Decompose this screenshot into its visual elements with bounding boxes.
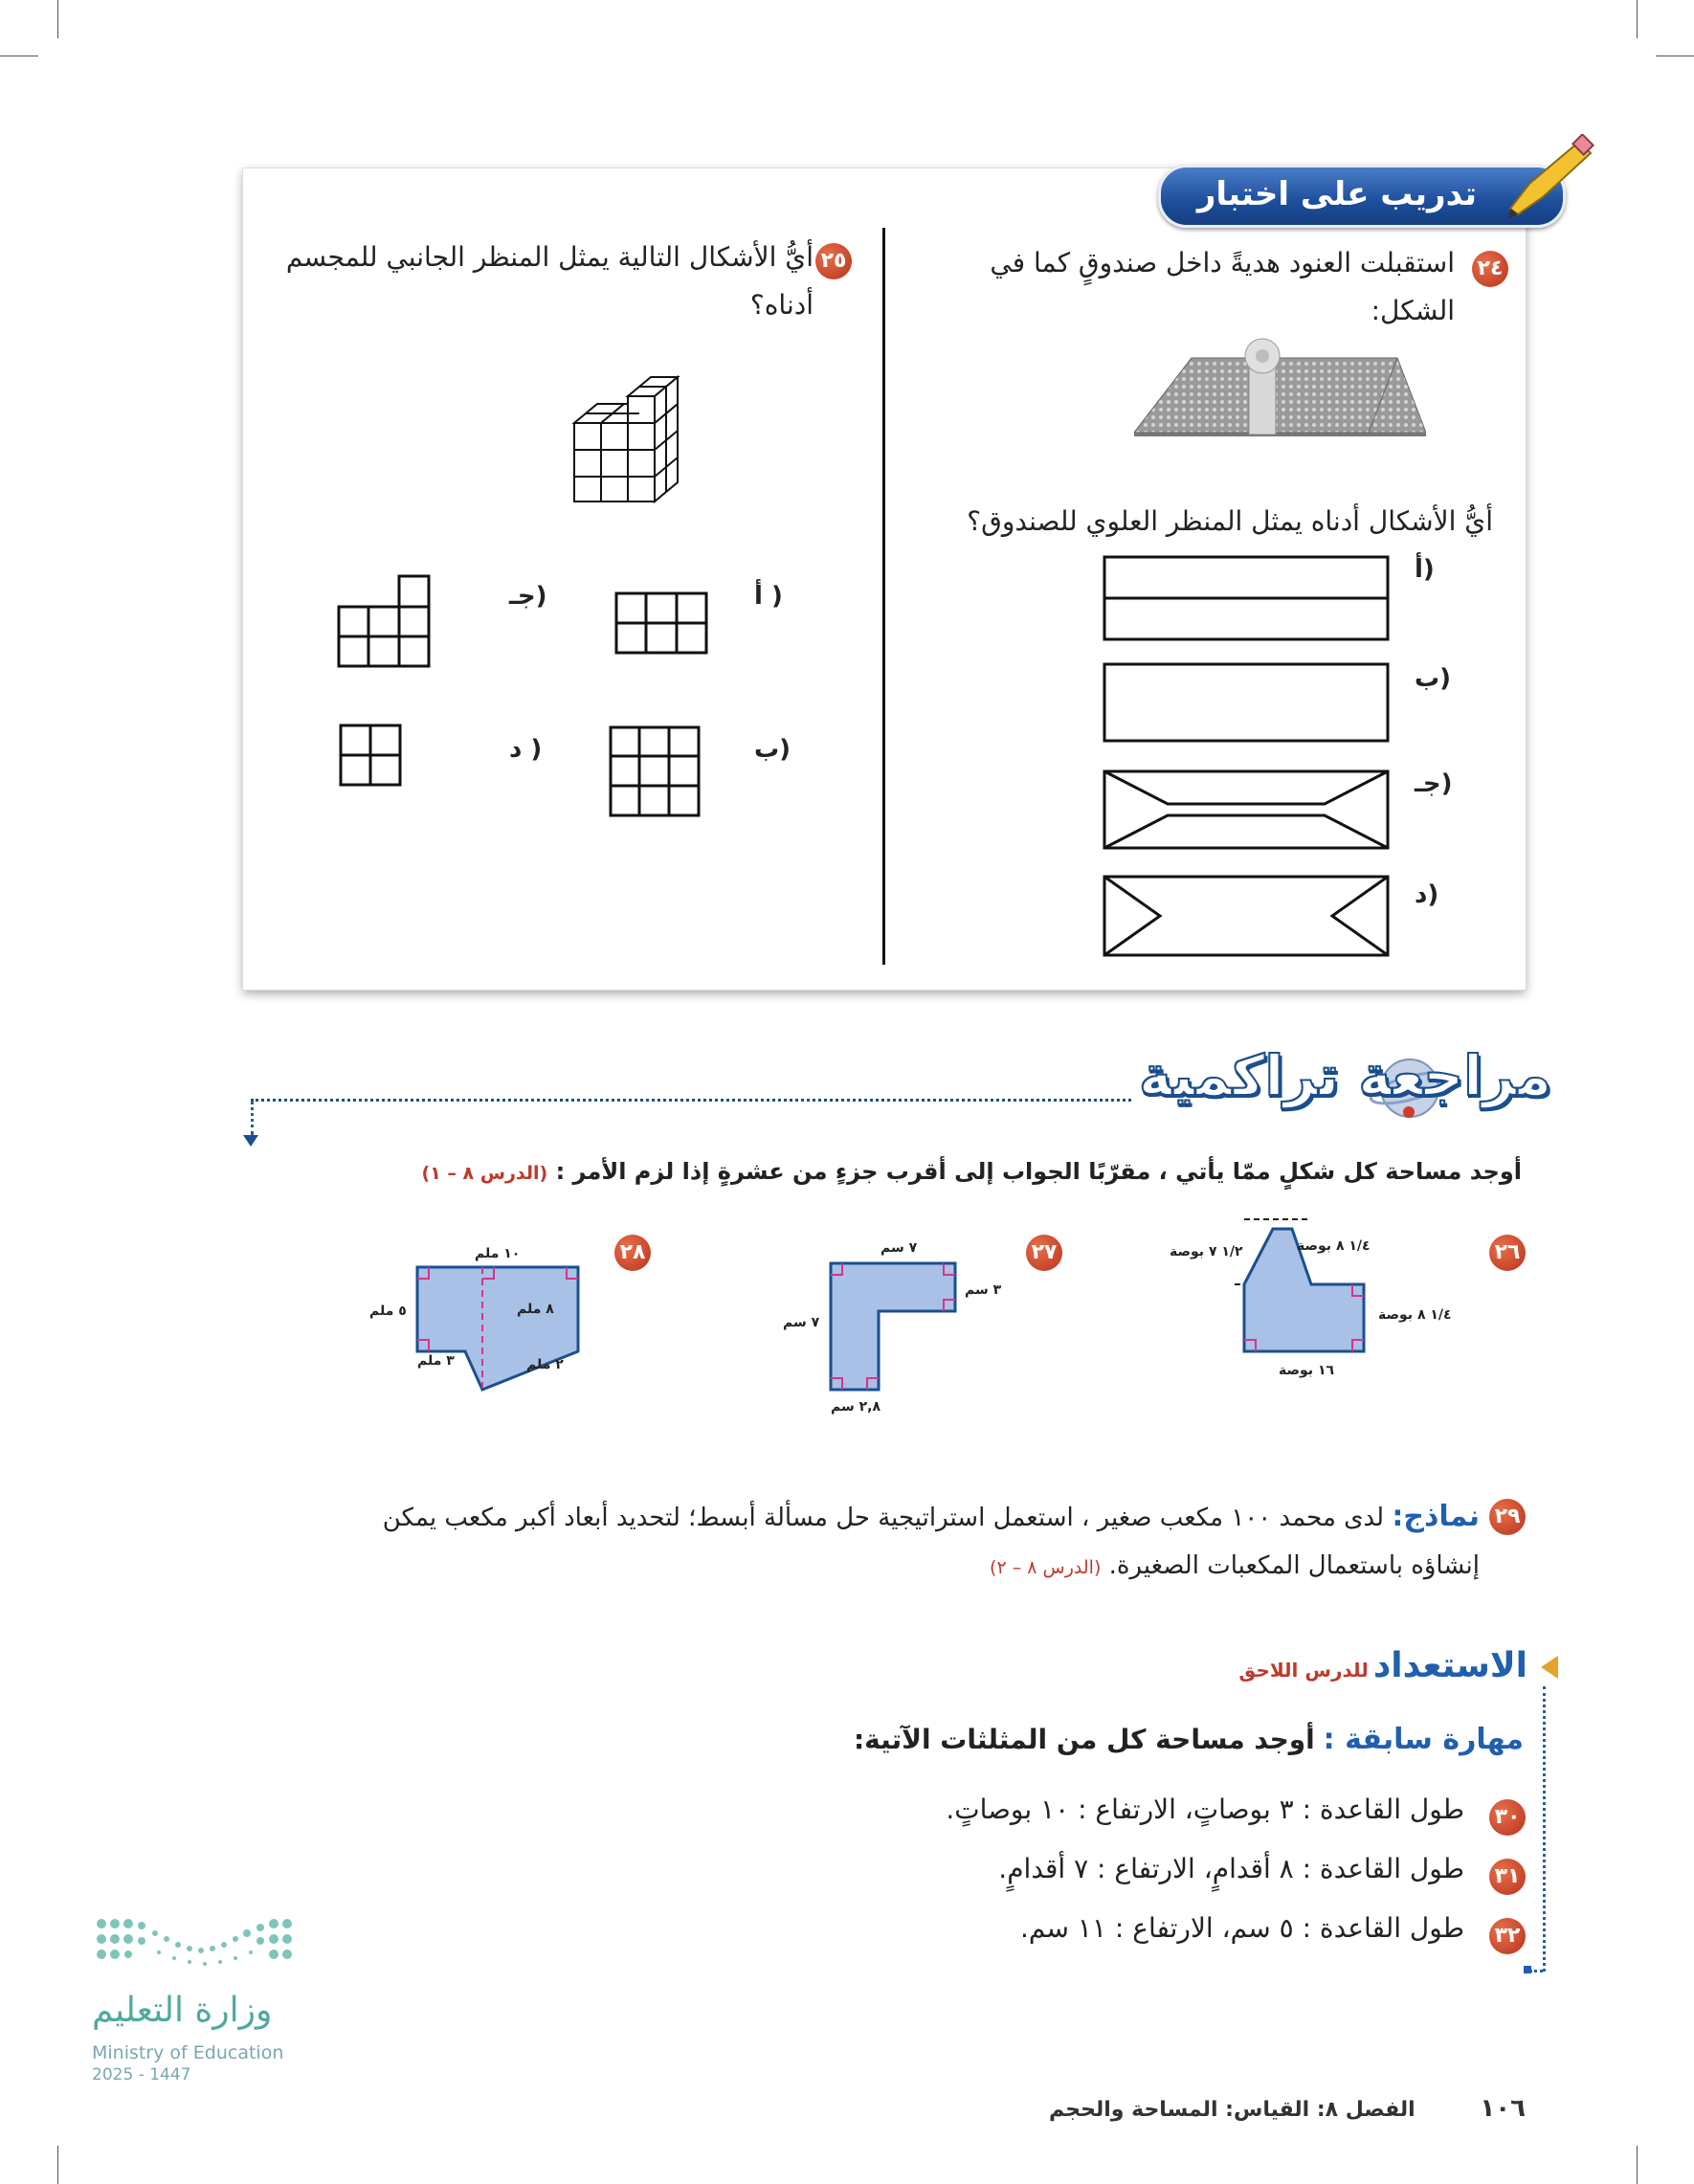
page-number: ١٠٦	[1480, 2094, 1526, 2123]
q29-text-line2	[216, 1542, 1480, 1592]
q24-option-c-shape	[1103, 769, 1390, 850]
fig27-label: ٢,٨ سم	[831, 1399, 881, 1415]
ministry-name-ar: وزارة التعليم	[92, 1991, 273, 2030]
question-number-badge: ٢٤	[1472, 251, 1508, 287]
q29-line2: إنشاؤه باستعمال المكعبات الصغيرة.	[1108, 1551, 1480, 1580]
q24-question: أيُّ الأشكال أدناه يمثل المنظر العلوي للصندوق؟	[967, 505, 1493, 537]
q29-line1: لدى محمد ١٠٠ مكعب صغير ، استعمل استراتيجية حل مسألة أبسط؛ لتحديد أبعاد أكبر مكعب يمكن	[382, 1504, 1385, 1532]
q25-option-label: أ )	[754, 582, 783, 611]
q25-option-a-shape	[614, 591, 708, 655]
fig28-label: ٣ ملم	[417, 1353, 455, 1369]
review-instruction-ref: (الدرس ٨ – ١)	[421, 1163, 548, 1184]
prep-dotted-line	[1529, 1970, 1543, 1972]
fig28-shape	[413, 1263, 582, 1397]
q24-option-label: ب)	[1415, 664, 1452, 693]
cube-solid-image	[572, 375, 702, 504]
review-instruction: أوجد مساحة كل شكلٍ ممّا يأتي ، مقرّبًا الجواب إلى أقرب جزءٍ من عشرةٍ إذا لزم الأمر :	[555, 1158, 1522, 1185]
prep-skill-label: مهارة سابقة :	[1323, 1723, 1524, 1756]
q24-text-line1: استقبلت العنود هديةً داخل صندوقٍ كما في	[990, 247, 1455, 279]
footer-row	[664, 2094, 1526, 2123]
prep-dotted-line	[1543, 1686, 1546, 1972]
q25-option-label: ب)	[754, 735, 791, 764]
q25-option-b-shape	[609, 725, 701, 817]
q29-text	[216, 1493, 1480, 1592]
crop-mark	[57, 2146, 58, 2184]
question-number-badge: ٢٨	[614, 1235, 651, 1271]
q24-option-b-shape	[1103, 662, 1390, 743]
q29-ref: (الدرس ٨ – ٢)	[990, 1557, 1102, 1578]
ministry-logo	[92, 1914, 302, 1981]
q25-text	[239, 234, 814, 329]
ministry-year: 2025 - 1447	[92, 2065, 191, 2084]
prep-skill-row	[662, 1723, 1524, 1756]
fig27-shape	[829, 1261, 957, 1392]
review-dotted-line	[251, 1099, 1131, 1102]
fig26-label: ١٦ بوصة	[1279, 1363, 1335, 1378]
q25-option-label: جـ)	[509, 582, 547, 611]
fig28-label: ٨ ملم	[517, 1302, 554, 1317]
prep-item-text: طول القاعدة : ٨ أقدامٍ، الارتفاع : ٧ أقدامٍ.	[998, 1853, 1464, 1884]
banner-title: تدريب على اختبار	[1196, 175, 1477, 213]
review-dotted-line	[251, 1101, 254, 1135]
ministry-name-en: Ministry of Education	[92, 2042, 284, 2063]
review-instruction-row	[163, 1158, 1522, 1185]
prep-item-text: طول القاعدة : ٥ سم، الارتفاع : ١١ سم.	[1020, 1912, 1464, 1944]
q29-label: نماذج:	[1392, 1500, 1480, 1533]
fig26-label: ١/٢ ٧ بوصة	[1170, 1244, 1243, 1259]
prep-item-text: طول القاعدة : ٣ بوصاتٍ، الارتفاع : ١٠ بوصاتٍ.	[946, 1794, 1464, 1825]
prep-heading	[953, 1646, 1527, 1685]
question-number-badge: ٣١	[1489, 1859, 1526, 1895]
pencil-icon	[1501, 134, 1596, 220]
q24-option-d-shape	[1103, 875, 1390, 957]
prep-skill-text: أوجد مساحة كل من المثلثات الآتية:	[853, 1724, 1315, 1755]
question-number-badge: ٢٦	[1489, 1235, 1526, 1271]
triangle-marker-icon	[1541, 1656, 1558, 1679]
q25-option-c-shape	[337, 574, 431, 668]
chapter-title: الفصل ٨: القياس: المساحة والحجم	[1049, 2098, 1415, 2122]
q24-option-label: د)	[1415, 880, 1439, 909]
q24-option-label: أ)	[1415, 555, 1435, 584]
q24-option-label: جـ)	[1415, 769, 1453, 798]
fig26-label: ١/٤ ٨ بوصة	[1378, 1307, 1452, 1323]
fig27-label: ٣ سم	[965, 1282, 1002, 1298]
q29-text-line1	[216, 1493, 1480, 1542]
q25-text-line1: أيُّ الأشكال التالية يمثل المنظر الجانبي للمجسم	[285, 241, 814, 273]
question-number-badge: ٢٥	[815, 243, 852, 279]
q25-text-line2: أدناه؟	[749, 289, 814, 321]
q24-text	[823, 239, 1455, 335]
arrow-down-icon	[243, 1135, 258, 1147]
review-title: مراجعة تراكمية	[1139, 1043, 1551, 1108]
corner-square-icon	[1524, 1966, 1531, 1973]
question-number-badge: ٣٢	[1489, 1918, 1526, 1954]
crop-mark	[1637, 0, 1638, 38]
q24-text-line2: الشكل:	[1371, 295, 1455, 326]
crop-mark	[1637, 2146, 1638, 2184]
fig27-label: ٧ سم	[880, 1240, 918, 1256]
prep-subtitle: للدرس اللاحق	[1238, 1659, 1369, 1682]
crop-mark	[57, 0, 58, 38]
fig27-label: ٧ سم	[783, 1315, 820, 1330]
fig28-label: ١٠ ملم	[475, 1246, 521, 1261]
fig28-label: ٢ ملم	[526, 1357, 564, 1372]
fig26-label: ١/٤ ٨ بوصة	[1297, 1238, 1371, 1254]
prep-title: الاستعداد	[1372, 1646, 1527, 1685]
gift-box-image	[1134, 337, 1426, 471]
q24-option-a-shape	[1103, 555, 1390, 641]
question-number-badge: ٢٩	[1489, 1499, 1526, 1535]
question-number-badge: ٢٧	[1026, 1235, 1062, 1271]
column-divider	[882, 228, 885, 965]
q25-option-label: د )	[509, 735, 543, 764]
fig28-label: ٥ ملم	[369, 1304, 407, 1319]
question-number-badge: ٣٠	[1489, 1799, 1526, 1836]
q25-option-d-shape	[339, 724, 402, 787]
